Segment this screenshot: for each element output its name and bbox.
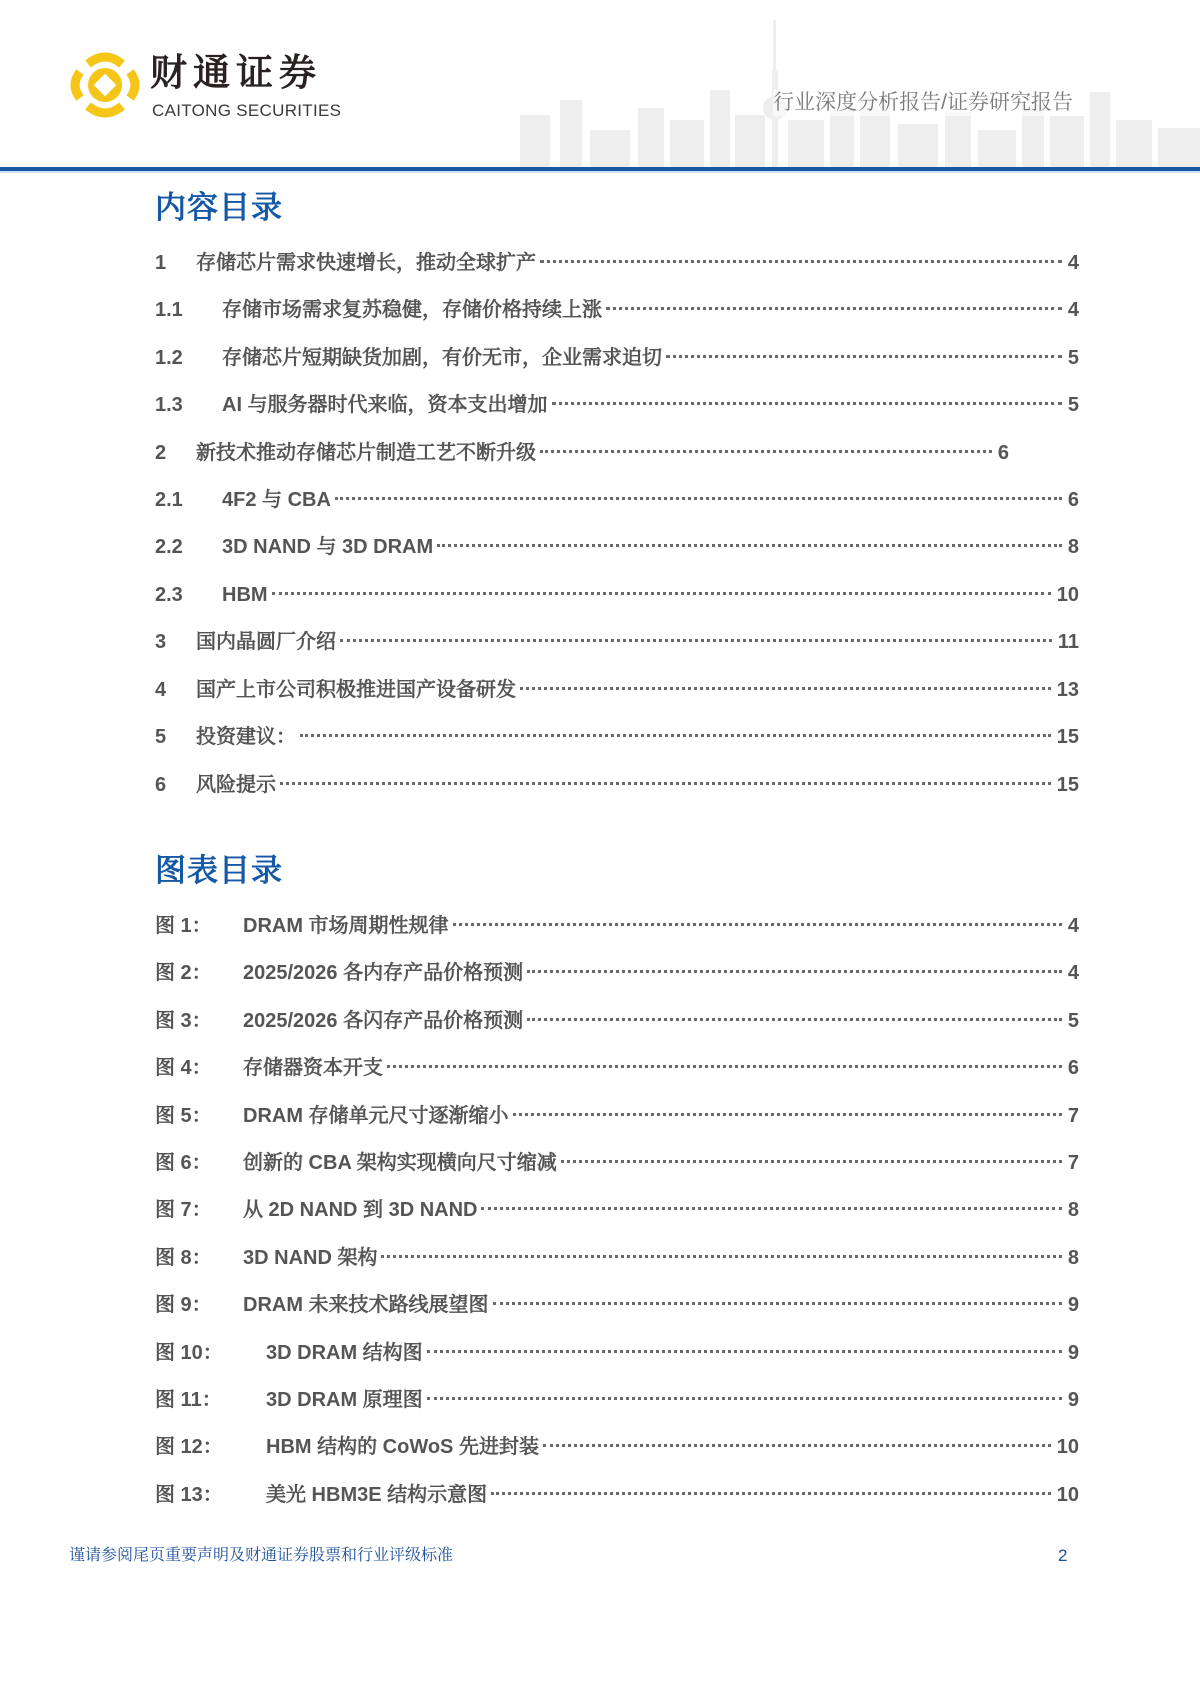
figure-item[interactable]: [155, 1101, 1079, 1131]
dot-leader: [300, 734, 1051, 737]
dot-leader: [280, 782, 1051, 785]
dot-leader: [427, 1350, 1062, 1353]
toc-item-page: 5: [1067, 394, 1079, 416]
figure-item[interactable]: [155, 911, 1079, 941]
figure-item[interactable]: [155, 1053, 1079, 1083]
toc-item-title: AI 与服务器时代来临，资本支出增加: [222, 394, 548, 416]
dot-leader: [272, 592, 1051, 595]
brand-name-cn: 财通证券: [150, 50, 322, 94]
toc-item-title: 存储芯片短期缺货加剧，有价无市，企业需求迫切: [222, 347, 662, 369]
dot-leader: [340, 639, 1052, 642]
toc-item-number: 1.1: [155, 299, 183, 321]
toc-item-title: HBM: [222, 584, 268, 606]
figure-item-title: 美光 HBM3E 结构示意图: [266, 1484, 488, 1506]
toc-item-title: 国产上市公司积极推进国产设备研发: [196, 679, 516, 701]
toc-item[interactable]: [155, 390, 1079, 420]
dot-leader: [543, 1444, 1051, 1447]
figure-item[interactable]: [155, 1195, 1079, 1225]
figure-item-label: 图 11：: [155, 1389, 222, 1411]
figure-item-title: 3D NAND 架构: [243, 1247, 378, 1269]
caitong-logo-icon: [68, 48, 142, 122]
figure-item-title: HBM 结构的 CoWoS 先进封装: [266, 1436, 539, 1458]
dot-leader: [606, 307, 1062, 310]
toc-item-title: 风险提示: [196, 774, 276, 796]
dot-leader: [527, 970, 1062, 973]
dot-leader: [561, 1160, 1062, 1163]
figure-item[interactable]: [155, 1338, 1079, 1368]
figure-item-label: 图 10：: [155, 1342, 223, 1364]
toc-item-title: 3D NAND 与 3D DRAM: [222, 536, 434, 558]
toc-item[interactable]: [155, 722, 1079, 752]
toc-item-number: 1.2: [155, 347, 183, 369]
toc-item[interactable]: [155, 343, 1079, 373]
toc-item[interactable]: [155, 770, 1079, 800]
figure-item-page: 10: [1056, 1436, 1079, 1458]
toc-item-page: 15: [1056, 726, 1079, 748]
figure-item-label: 图 4：: [155, 1057, 212, 1079]
figure-item-page: 7: [1067, 1105, 1079, 1127]
figure-item-label: 图 12：: [155, 1436, 223, 1458]
figure-item-page: 8: [1067, 1199, 1079, 1221]
toc-item[interactable]: [155, 675, 1079, 705]
toc-item[interactable]: [155, 438, 1079, 468]
dot-leader: [513, 1113, 1062, 1116]
toc-item-page: 13: [1056, 679, 1079, 701]
toc-item-title: 存储芯片需求快速增长，推动全球扩产: [196, 252, 536, 274]
dot-leader: [540, 450, 992, 453]
dot-leader: [666, 355, 1062, 358]
figure-item-label: 图 8：: [155, 1247, 212, 1269]
toc-item-page: 4: [1067, 252, 1079, 274]
figure-item-title: 2025/2026 各闪存产品价格预测: [243, 1010, 524, 1032]
figures-title: 图表目录: [155, 853, 283, 888]
brand-name-en: CAITONG SECURITIES: [152, 101, 342, 120]
figure-item-label: 图 6：: [155, 1152, 212, 1174]
figure-item-page: 6: [1067, 1057, 1079, 1079]
figure-item[interactable]: [155, 958, 1079, 988]
dot-leader: [437, 544, 1062, 547]
figure-item-title: 从 2D NAND 到 3D NAND: [243, 1199, 478, 1221]
figure-item-title: 存储器资本开支: [243, 1057, 383, 1079]
figure-item-page: 4: [1067, 962, 1079, 984]
figure-item-title: DRAM 市场周期性规律: [243, 915, 449, 937]
toc-item-title: 国内晶圆厂介绍: [196, 631, 336, 653]
toc-item-title: 存储市场需求复苏稳健，存储价格持续上涨: [222, 299, 602, 321]
dot-leader: [387, 1065, 1062, 1068]
figure-item-page: 8: [1067, 1247, 1079, 1269]
figure-item-page: 5: [1067, 1010, 1079, 1032]
figure-item-label: 图 9：: [155, 1294, 212, 1316]
figure-item-title: 3D DRAM 结构图: [266, 1342, 423, 1364]
figure-item-page: 7: [1067, 1152, 1079, 1174]
figure-item[interactable]: [155, 1480, 1079, 1510]
toc-item[interactable]: [155, 532, 1079, 562]
toc-item-number: 6: [155, 774, 167, 796]
toc-item-page: 8: [1067, 536, 1079, 558]
toc-item[interactable]: [155, 248, 1079, 278]
dot-leader: [527, 1018, 1062, 1021]
page-number: 2: [1058, 1546, 1068, 1565]
toc-item-title: 投资建议：: [196, 726, 296, 748]
toc-item-title: 4F2 与 CBA: [222, 489, 331, 511]
figure-item-label: 图 2：: [155, 962, 212, 984]
toc-item-number: 3: [155, 631, 167, 653]
dot-leader: [491, 1492, 1051, 1495]
figure-item-label: 图 13：: [155, 1484, 223, 1506]
figure-item[interactable]: [155, 1385, 1079, 1415]
contents-title: 内容目录: [155, 190, 283, 225]
dot-leader: [335, 497, 1062, 500]
toc-item-number: 5: [155, 726, 167, 748]
toc-item[interactable]: [155, 295, 1079, 325]
dot-leader: [381, 1255, 1061, 1258]
figure-item-title: DRAM 未来技术路线展望图: [243, 1294, 489, 1316]
dot-leader: [481, 1207, 1061, 1210]
figure-item-page: 9: [1067, 1294, 1079, 1316]
toc-item-page: 15: [1056, 774, 1079, 796]
dot-leader: [552, 402, 1062, 405]
toc-item-page: 4: [1067, 299, 1079, 321]
figure-item[interactable]: [155, 1290, 1079, 1320]
dot-leader: [540, 260, 1062, 263]
dot-leader: [453, 923, 1062, 926]
toc-item-number: 4: [155, 679, 167, 701]
figure-item-title: 3D DRAM 原理图: [266, 1389, 423, 1411]
dot-leader: [493, 1302, 1062, 1305]
figure-item-label: 图 5：: [155, 1105, 212, 1127]
report-type-label: 行业深度分析报告/证券研究报告: [773, 91, 1073, 114]
figure-item[interactable]: [155, 1243, 1079, 1273]
toc-item[interactable]: [155, 627, 1079, 657]
figure-item-label: 图 1：: [155, 915, 212, 937]
figure-item[interactable]: [155, 1148, 1079, 1178]
figure-item-title: 2025/2026 各内存产品价格预测: [243, 962, 524, 984]
toc-item-page: 5: [1067, 347, 1079, 369]
page-header: [0, 0, 1200, 172]
toc-item-page: 6: [997, 442, 1009, 464]
toc-item-number: 1: [155, 252, 167, 274]
header-divider-shadow: [0, 171, 1200, 173]
toc-item-number: 2.3: [155, 584, 183, 606]
toc-item-number: 2.2: [155, 536, 183, 558]
figure-item[interactable]: [155, 1006, 1079, 1036]
dot-leader: [427, 1397, 1062, 1400]
dot-leader: [520, 687, 1051, 690]
figure-item[interactable]: [155, 1432, 1079, 1462]
figure-item-label: 图 7：: [155, 1199, 212, 1221]
figure-item-page: 9: [1067, 1389, 1079, 1411]
toc-item-number: 1.3: [155, 394, 183, 416]
toc-item-title: 新技术推动存储芯片制造工艺不断升级: [196, 442, 536, 464]
figure-item-title: DRAM 存储单元尺寸逐渐缩小: [243, 1105, 509, 1127]
figure-item-page: 9: [1067, 1342, 1079, 1364]
toc-item[interactable]: [155, 485, 1079, 515]
figure-item-page: 10: [1056, 1484, 1079, 1506]
figure-item-title: 创新的 CBA 架构实现横向尺寸缩减: [243, 1152, 557, 1174]
figure-item-label: 图 3：: [155, 1010, 212, 1032]
toc-item-number: 2: [155, 442, 167, 464]
disclaimer-note: 谨请参阅尾页重要声明及财通证券股票和行业评级标准: [69, 1547, 454, 1564]
toc-item-page: 11: [1057, 631, 1079, 653]
toc-item[interactable]: [155, 580, 1079, 610]
toc-item-number: 2.1: [155, 489, 183, 511]
figure-item-page: 4: [1067, 915, 1079, 937]
toc-item-page: 6: [1067, 489, 1079, 511]
toc-item-page: 10: [1056, 584, 1079, 606]
